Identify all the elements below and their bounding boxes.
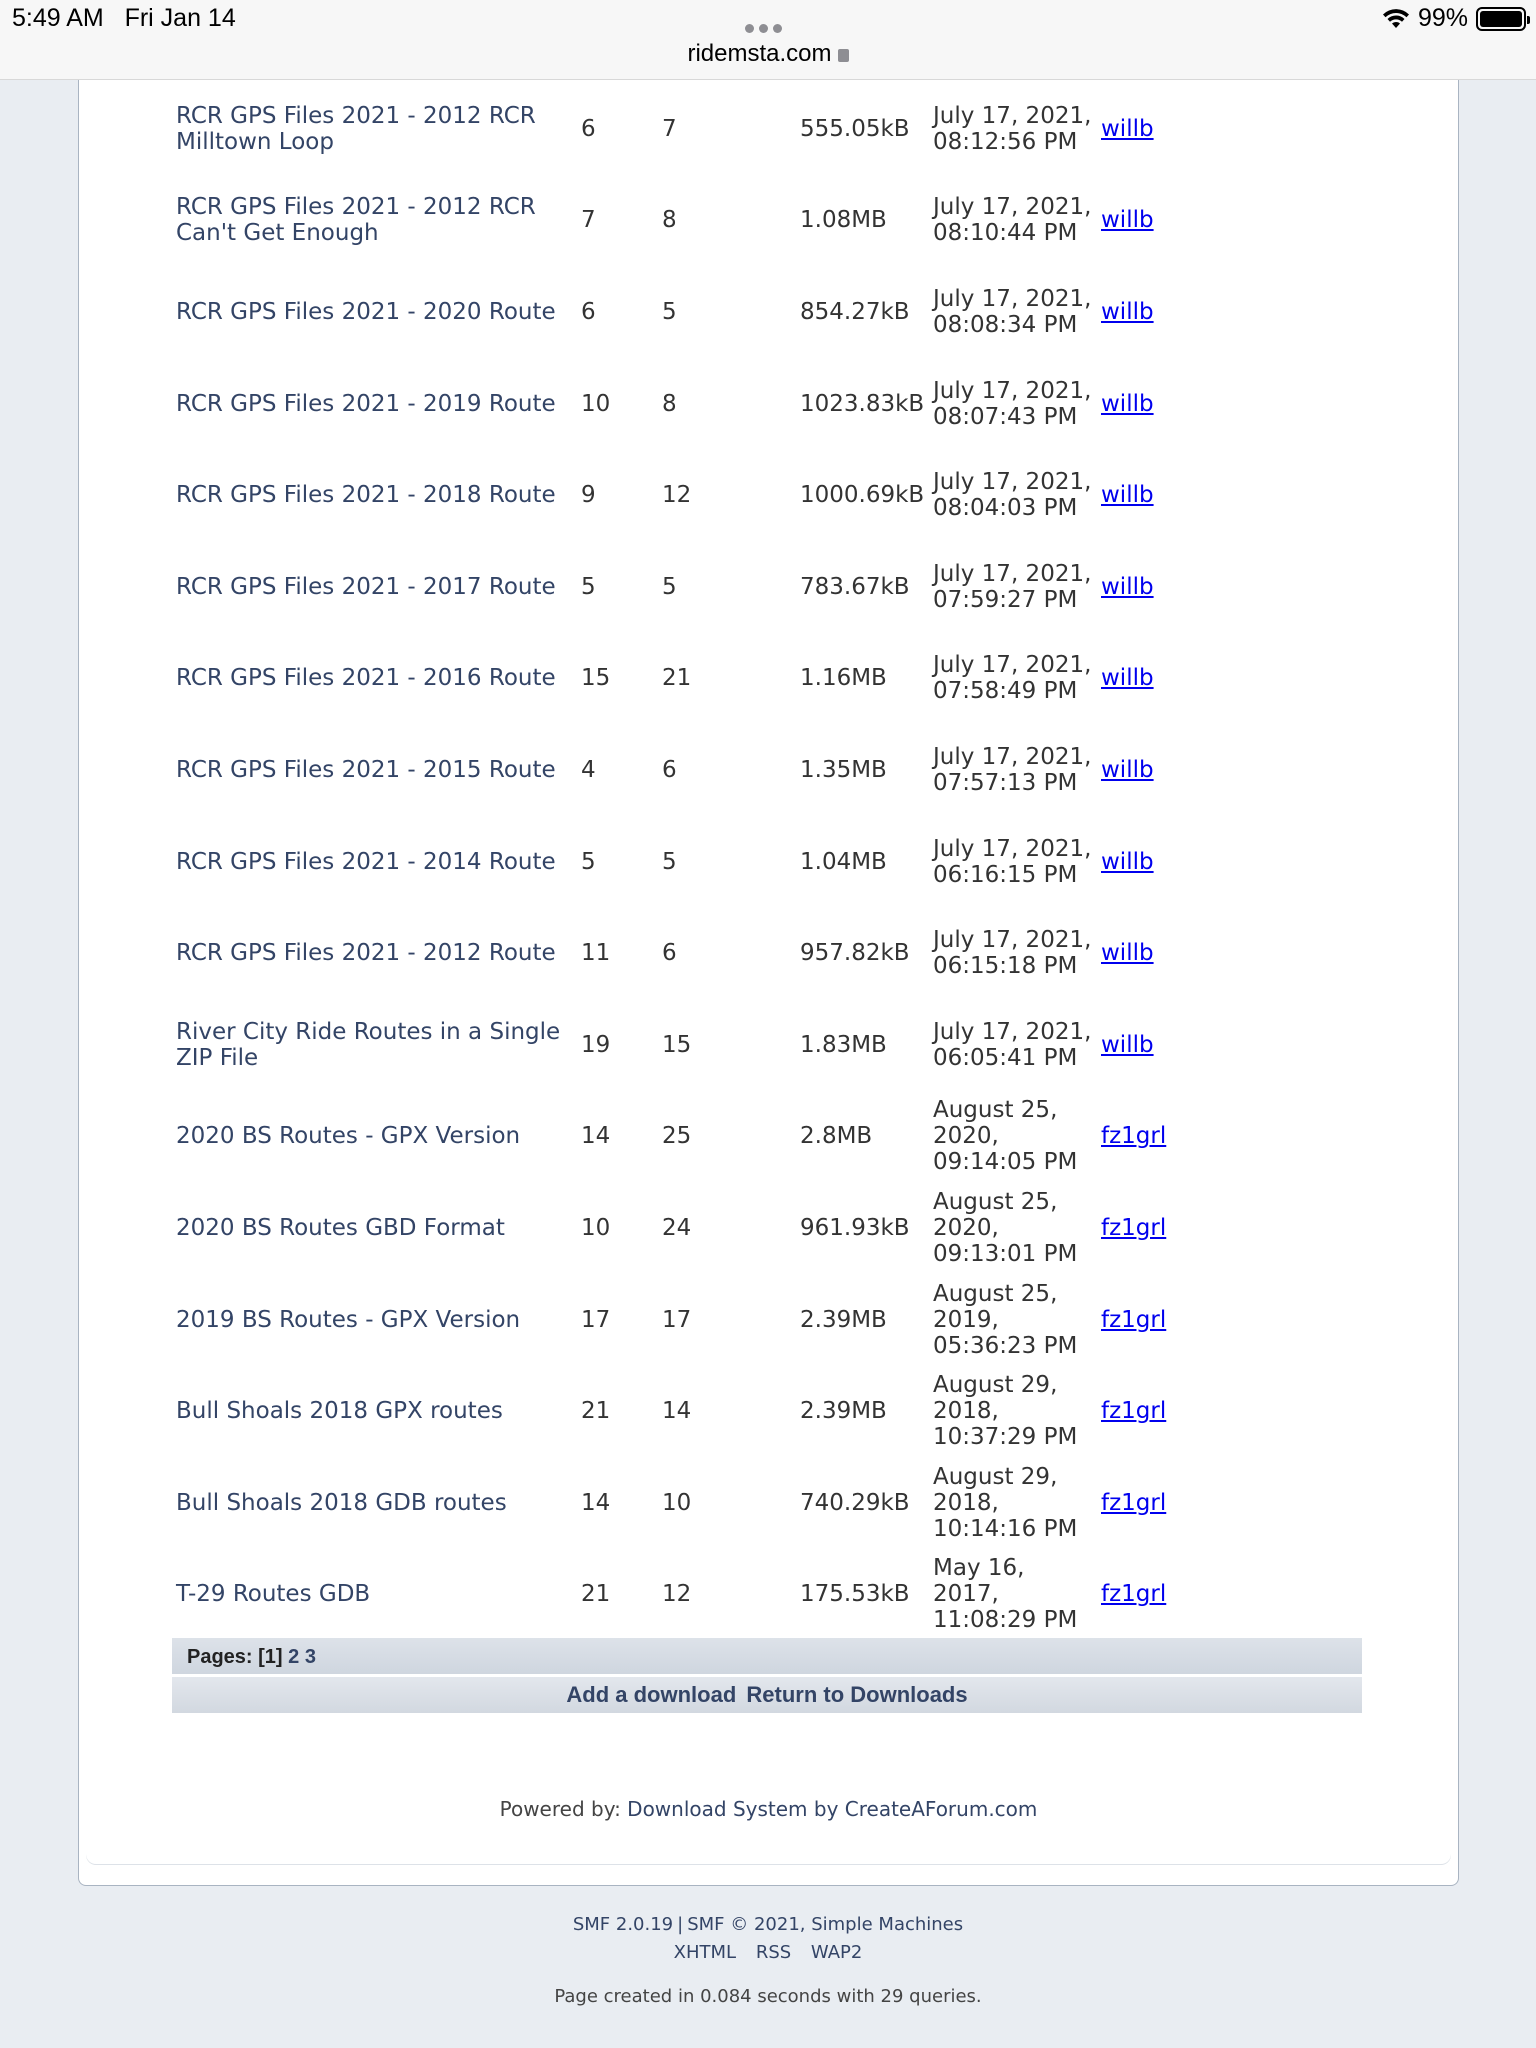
download-size: 2.39MB [800,1398,887,1425]
download-cell-poster [1097,1549,1170,1641]
downloads-table [172,83,1170,1640]
download-cell-date [929,1274,1097,1366]
download-cell-date [929,266,1097,358]
download-row [172,175,1170,267]
download-row [172,1549,1170,1641]
download-date: July 17, 2021, 07:59:27 PM [933,560,1092,613]
download-size: 1.08MB [800,207,887,234]
download-row [172,907,1170,999]
download-cell-title [172,816,577,908]
download-cell-size [796,358,929,450]
download-size: 1.35MB [800,756,887,783]
download-cell-date [929,1549,1097,1641]
download-count-b: 10 [662,1489,692,1516]
download-cell-c2 [658,83,796,175]
download-date: July 17, 2021, 08:10:44 PM [933,194,1092,247]
download-poster-link[interactable]: fz1grl [1101,1398,1167,1425]
download-cell-c2 [658,1365,796,1457]
download-count-b: 21 [662,665,692,692]
download-count-a: 21 [581,1398,611,1425]
download-cell-title [172,358,577,450]
download-row [172,1182,1170,1274]
download-poster-link[interactable]: fz1grl [1101,1306,1167,1333]
download-cell-c1 [577,449,658,541]
download-cell-c2 [658,541,796,633]
download-cell-date [929,999,1097,1091]
download-row [172,633,1170,725]
download-cell-c1 [577,1457,658,1549]
download-cell-title [172,175,577,267]
download-count-a: 19 [581,1031,611,1058]
download-date: July 17, 2021, 07:57:13 PM [933,743,1092,796]
download-row [172,724,1170,816]
download-row [172,83,1170,175]
lock-icon [838,49,849,62]
download-count-b: 5 [662,848,677,875]
download-count-a: 7 [581,207,596,234]
download-poster-link[interactable]: willb [1101,298,1154,325]
download-date: July 17, 2021, 08:07:43 PM [933,377,1092,430]
download-size: 1.16MB [800,665,887,692]
download-title-link[interactable]: RCR GPS Files 2021 - 2019 Route [176,390,556,417]
download-cell-date [929,724,1097,816]
download-title-link[interactable]: 2019 BS Routes - GPX Version [176,1306,521,1333]
download-poster-link[interactable]: willb [1101,115,1154,142]
wifi-icon [1382,8,1410,30]
download-cell-size [796,266,929,358]
download-poster-link[interactable]: fz1grl [1101,1214,1167,1241]
download-size: 2.8MB [800,1123,873,1150]
download-cell-c1 [577,1091,658,1183]
download-row [172,266,1170,358]
download-system-link[interactable]: Download System by CreateAForum.com [627,1797,1038,1821]
download-cell-poster [1097,266,1170,358]
download-count-a: 6 [581,115,596,142]
download-cell-title [172,266,577,358]
powered-by [78,1797,1459,1821]
download-date: July 17, 2021, 06:16:15 PM [933,835,1092,888]
download-cell-c2 [658,266,796,358]
download-cell-size [796,83,929,175]
download-poster-link[interactable]: fz1grl [1101,1489,1167,1516]
download-cell-title [172,1091,577,1183]
download-size: 1.83MB [800,1031,887,1058]
browser-status-bar [0,0,1536,80]
download-title-link[interactable]: RCR GPS Files 2021 - 2015 Route [176,756,556,783]
address-bar[interactable] [0,40,1536,68]
download-count-a: 10 [581,390,611,417]
download-date: July 17, 2021, 06:15:18 PM [933,927,1092,980]
download-title-link[interactable]: Bull Shoals 2018 GDB routes [176,1489,507,1516]
download-count-a: 14 [581,1489,611,1516]
download-count-b: 6 [662,940,677,967]
download-cell-size [796,175,929,267]
download-cell-c1 [577,724,658,816]
download-count-b: 17 [662,1306,692,1333]
download-size: 854.27kB [800,298,910,325]
download-cell-date [929,1457,1097,1549]
download-size: 1023.83kB [800,390,925,417]
download-cell-poster [1097,633,1170,725]
download-cell-c2 [658,633,796,725]
download-date: August 25, 2020, 09:14:05 PM [933,1097,1078,1176]
download-cell-size [796,633,929,725]
download-size: 740.29kB [800,1489,910,1516]
content-inner-bottom [86,1820,1451,1864]
download-count-b: 12 [662,482,692,509]
action-bar [172,1677,1362,1713]
download-count-a: 5 [581,573,596,600]
download-cell-c1 [577,907,658,999]
download-date: August 29, 2018, 10:37:29 PM [933,1372,1078,1451]
download-count-b: 7 [662,115,677,142]
download-size: 2.39MB [800,1306,887,1333]
download-cell-size [796,1091,929,1183]
download-count-b: 5 [662,298,677,325]
download-count-a: 9 [581,482,596,509]
download-cell-c1 [577,175,658,267]
download-row [172,1365,1170,1457]
wap2-link[interactable]: WAP2 [810,1942,863,1963]
download-count-a: 10 [581,1214,611,1241]
status-indicators [1382,4,1526,33]
download-cell-c2 [658,1549,796,1641]
download-cell-c2 [658,175,796,267]
download-cell-date [929,1091,1097,1183]
download-cell-size [796,1182,929,1274]
download-date: July 17, 2021, 06:05:41 PM [933,1018,1092,1071]
download-cell-c2 [658,999,796,1091]
download-size: 555.05kB [800,115,910,142]
download-cell-c1 [577,541,658,633]
download-cell-poster [1097,358,1170,450]
battery-percent: 99% [1417,4,1468,32]
download-cell-c1 [577,266,658,358]
add-download-link[interactable]: Add a download [566,1682,737,1707]
download-cell-c2 [658,358,796,450]
download-poster-link[interactable]: willb [1101,390,1154,417]
download-row [172,816,1170,908]
download-count-b: 8 [662,207,677,234]
download-count-b: 24 [662,1214,692,1241]
download-cell-c1 [577,1365,658,1457]
download-cell-title [172,1549,577,1641]
status-time: 5:49 AM [12,4,104,32]
download-cell-date [929,175,1097,267]
download-cell-poster [1097,541,1170,633]
download-cell-date [929,449,1097,541]
download-title-link[interactable]: 2020 BS Routes - GPX Version [176,1123,521,1150]
download-title-link[interactable]: RCR GPS Files 2021 - 2017 Route [176,573,556,600]
download-cell-c2 [658,449,796,541]
download-cell-c2 [658,1091,796,1183]
download-count-b: 15 [662,1031,692,1058]
download-cell-date [929,83,1097,175]
download-cell-poster [1097,1091,1170,1183]
multitask-dots-icon[interactable] [745,18,789,28]
smf-copyright-link[interactable]: SMF © 2021, Simple Machines [687,1914,964,1935]
download-cell-size [796,541,929,633]
download-cell-title [172,1182,577,1274]
download-title-link[interactable]: T-29 Routes GDB [176,1581,371,1608]
download-count-a: 15 [581,665,611,692]
page-created-info [0,1986,1536,2007]
download-cell-c1 [577,816,658,908]
download-title-link[interactable]: RCR GPS Files 2021 - 2020 Route [176,298,556,325]
download-cell-size [796,449,929,541]
rss-link[interactable]: RSS [755,1942,792,1963]
download-cell-size [796,999,929,1091]
download-title-link[interactable]: RCR GPS Files 2021 - 2018 Route [176,482,556,509]
download-cell-poster [1097,999,1170,1091]
download-cell-c2 [658,724,796,816]
download-row [172,1091,1170,1183]
download-cell-c1 [577,83,658,175]
download-cell-poster [1097,1365,1170,1457]
download-size: 957.82kB [800,940,910,967]
download-cell-title [172,1457,577,1549]
download-count-a: 17 [581,1306,611,1333]
download-date: August 25, 2020, 09:13:01 PM [933,1188,1078,1267]
download-poster-link[interactable]: willb [1101,756,1154,783]
smf-version-link[interactable]: SMF 2.0.19 [572,1914,674,1935]
download-size: 1000.69kB [800,482,925,509]
download-poster-link[interactable]: willb [1101,940,1154,967]
download-cell-title [172,83,577,175]
download-cell-c2 [658,907,796,999]
status-date: Fri Jan 14 [124,4,236,32]
download-cell-title [172,633,577,725]
download-cell-c1 [577,358,658,450]
download-cell-poster [1097,1182,1170,1274]
download-cell-date [929,816,1097,908]
download-cell-poster [1097,175,1170,267]
download-title-link[interactable]: RCR GPS Files 2021 - 2012 RCR Milltown Loop [176,102,536,155]
download-count-b: 12 [662,1581,692,1608]
download-cell-c2 [658,816,796,908]
download-count-a: 21 [581,1581,611,1608]
download-title-link[interactable]: RCR GPS Files 2021 - 2014 Route [176,848,556,875]
download-date: July 17, 2021, 08:12:56 PM [933,102,1092,155]
download-count-b: 14 [662,1398,692,1425]
download-date: August 29, 2018, 10:14:16 PM [933,1463,1078,1542]
download-size: 961.93kB [800,1214,910,1241]
return-to-downloads-link[interactable]: Return to Downloads [746,1682,968,1707]
footer-links [0,1942,1536,1963]
download-date: July 17, 2021, 08:04:03 PM [933,469,1092,522]
download-cell-poster [1097,449,1170,541]
download-cell-title [172,724,577,816]
page-2-link[interactable]: 2 [288,1646,300,1668]
powered-by-prefix: Powered by: [499,1797,621,1821]
download-title-link[interactable]: Bull Shoals 2018 GPX routes [176,1398,503,1425]
download-poster-link[interactable]: willb [1101,207,1154,234]
download-count-b: 25 [662,1123,692,1150]
page-3-link[interactable]: 3 [304,1646,316,1668]
download-cell-poster [1097,1457,1170,1549]
download-cell-size [796,816,929,908]
download-row [172,999,1170,1091]
download-cell-c1 [577,1549,658,1641]
download-cell-title [172,907,577,999]
download-count-b: 8 [662,390,677,417]
page-created-text: Page created in 0.084 seconds with 29 queries. [554,1986,982,2007]
download-cell-size [796,1365,929,1457]
download-cell-c1 [577,633,658,725]
pagination-bar [172,1638,1362,1674]
download-cell-title [172,999,577,1091]
download-row [172,541,1170,633]
download-cell-title [172,1365,577,1457]
download-cell-date [929,907,1097,999]
download-cell-poster [1097,1274,1170,1366]
download-cell-c1 [577,1274,658,1366]
download-poster-link[interactable]: willb [1101,482,1154,509]
url-text: ridemsta.com [687,40,832,67]
download-cell-c1 [577,1182,658,1274]
download-cell-size [796,724,929,816]
download-cell-poster [1097,907,1170,999]
download-cell-c1 [577,999,658,1091]
download-date: August 25, 2019, 05:36:23 PM [933,1280,1078,1359]
download-cell-c2 [658,1182,796,1274]
download-size: 1.04MB [800,848,887,875]
download-cell-title [172,1274,577,1366]
download-cell-size [796,1549,929,1641]
download-date: July 17, 2021, 07:58:49 PM [933,652,1092,705]
download-cell-poster [1097,816,1170,908]
download-poster-link[interactable]: willb [1101,1031,1154,1058]
download-cell-title [172,449,577,541]
download-poster-link[interactable]: fz1grl [1101,1581,1167,1608]
download-poster-link[interactable]: willb [1101,665,1154,692]
download-count-a: 14 [581,1123,611,1150]
download-row [172,449,1170,541]
download-date: July 17, 2021, 08:08:34 PM [933,285,1092,338]
download-title-link[interactable]: RCR GPS Files 2021 - 2012 RCR Can't Get Enough [176,194,536,247]
download-row [172,358,1170,450]
download-date: May 16, 2017, 11:08:29 PM [933,1555,1078,1634]
download-row [172,1274,1170,1366]
battery-icon [1476,7,1526,31]
download-cell-poster [1097,83,1170,175]
download-cell-size [796,1457,929,1549]
download-count-b: 6 [662,756,677,783]
download-cell-date [929,1365,1097,1457]
download-cell-date [929,358,1097,450]
download-poster-link[interactable]: willb [1101,573,1154,600]
download-count-a: 5 [581,848,596,875]
download-cell-date [929,541,1097,633]
download-title-link[interactable]: 2020 BS Routes GBD Format [176,1214,505,1241]
download-title-link[interactable]: RCR GPS Files 2021 - 2016 Route [176,665,556,692]
download-title-link[interactable]: River City Ride Routes in a Single ZIP File [176,1018,561,1071]
download-cell-size [796,1274,929,1366]
download-cell-size [796,907,929,999]
download-size: 783.67kB [800,573,910,600]
status-time-date [12,4,236,33]
download-count-b: 5 [662,573,677,600]
download-poster-link[interactable]: willb [1101,848,1154,875]
download-cell-poster [1097,724,1170,816]
download-cell-c2 [658,1457,796,1549]
download-poster-link[interactable]: fz1grl [1101,1123,1167,1150]
xhtml-link[interactable]: XHTML [673,1942,737,1963]
download-cell-date [929,633,1097,725]
download-row [172,1457,1170,1549]
download-title-link[interactable]: RCR GPS Files 2021 - 2012 Route [176,940,556,967]
download-count-a: 6 [581,298,596,325]
download-cell-date [929,1182,1097,1274]
download-cell-title [172,541,577,633]
footer-copyright-line: SMF 2.0.19 | SMF © 2021, Simple Machines [572,1914,964,1935]
download-count-a: 4 [581,756,596,783]
download-size: 175.53kB [800,1581,910,1608]
download-count-a: 11 [581,940,611,967]
pagination-label: Pages: [1] [187,1646,283,1668]
download-cell-c2 [658,1274,796,1366]
